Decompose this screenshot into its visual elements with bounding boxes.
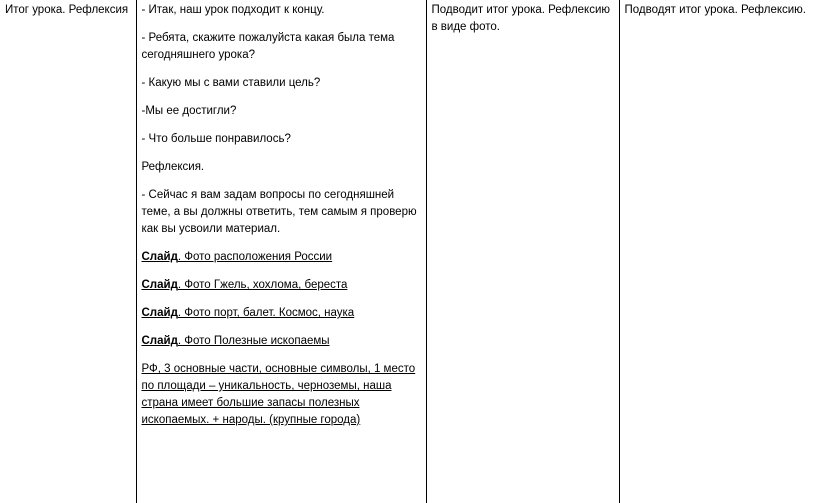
slide-text: . Фото Гжель, хохлома, береста [177,279,348,291]
student-result-text: Подводят итог урока. Рефлексию. [624,4,807,16]
student-result-cell [619,0,816,503]
teacher-result-text: Подводит итог урока. Рефлексию в виде фото. [431,4,611,33]
teacher-result-cell [426,0,619,503]
slide-text: . Фото порт, балет. Космос, наука [177,307,355,319]
stage-title: Итог урока. Рефлексия [5,4,129,16]
teacher-paragraph: - Сейчас я вам задам вопросы по сегодняшней теме, а вы должны ответить, тем самым я проверю как вы усвоили материал. [141,189,417,235]
teacher-paragraph: - Какую мы с вами ставили цель? [141,77,321,89]
slide-text: . Фото расположения России [177,251,333,263]
slide-item [142,333,421,350]
teacher-paragraph: - Ребята, скажите пожалуйста какая была тема сегодняшнего урока? [141,32,395,61]
teacher-paragraph: Рефлексия. [141,161,205,173]
slide-item [142,249,421,266]
slide-item [142,305,421,322]
summary-text: РФ, 3 основные части, основные символы, 1 место по площади – уникальность, черноземы, наша страна имеет большие запасы полезных ископаемых. + народы. (крупные города) [141,363,416,426]
slide-label: Слайд [141,251,178,263]
slide-item [142,277,421,294]
slide-label: Слайд [141,307,178,319]
teacher-paragraph: -Мы ее достигли? [141,105,237,117]
teacher-activity-cell [136,0,426,503]
stage-cell [0,0,136,503]
teacher-paragraph: - Итак, наш урок подходит к концу. [141,4,325,16]
slide-label: Слайд [141,335,178,347]
slide-label: Слайд [141,279,178,291]
slide-text: . Фото Полезные ископаемы [177,335,330,347]
teacher-paragraph: - Что больше понравилось? [141,133,291,145]
